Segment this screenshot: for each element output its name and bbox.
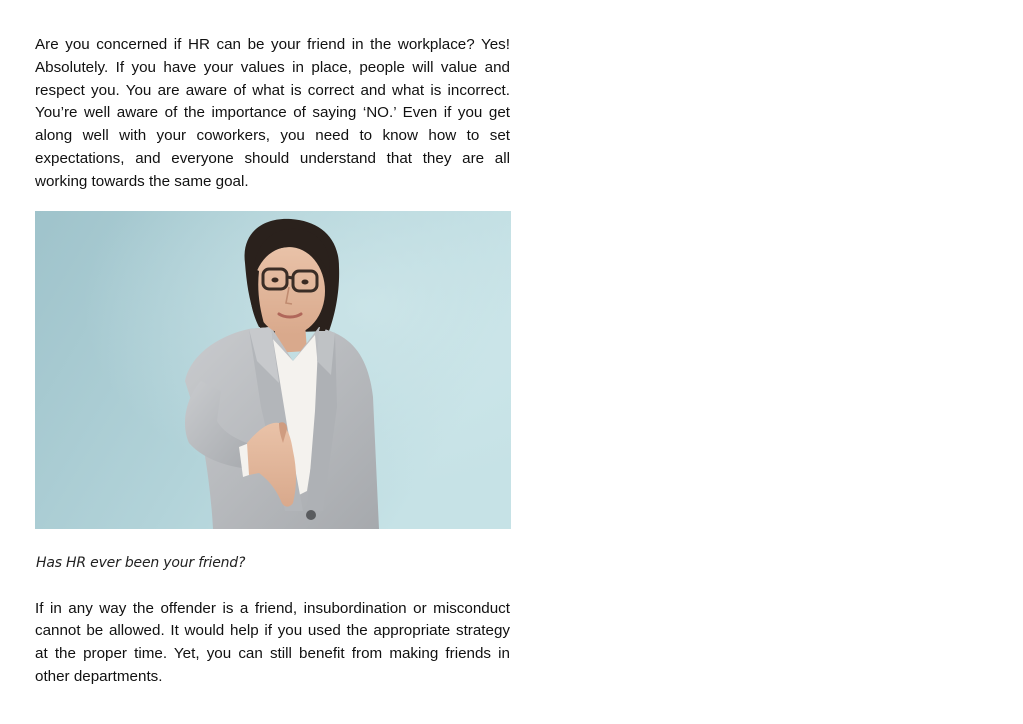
intro-paragraph: Are you concerned if HR can be your friend in the workplace? Yes! Absolutely. If you have your values in place, people will value and respect you. You are aware of what is correct and what is incorrect. You’re well aware of the importance of saying ‘NO.’ Even if you get along well with your coworkers, you need to know how to set expectations, and everyone should understand that they are all working towards the same goal. — [35, 36, 510, 190]
photo-caption: Has HR ever been your friend? — [36, 554, 246, 571]
article — [35, 34, 510, 689]
article-photo — [35, 211, 511, 529]
closing-paragraph: If in any way the offender is a friend, insubordination or misconduct cannot be allowed. It would help if you used the appropriate strategy at the proper time. Yet, you can still benefit from making friends in other departments. — [35, 599, 510, 685]
businesswoman-handshake-image — [35, 211, 511, 529]
